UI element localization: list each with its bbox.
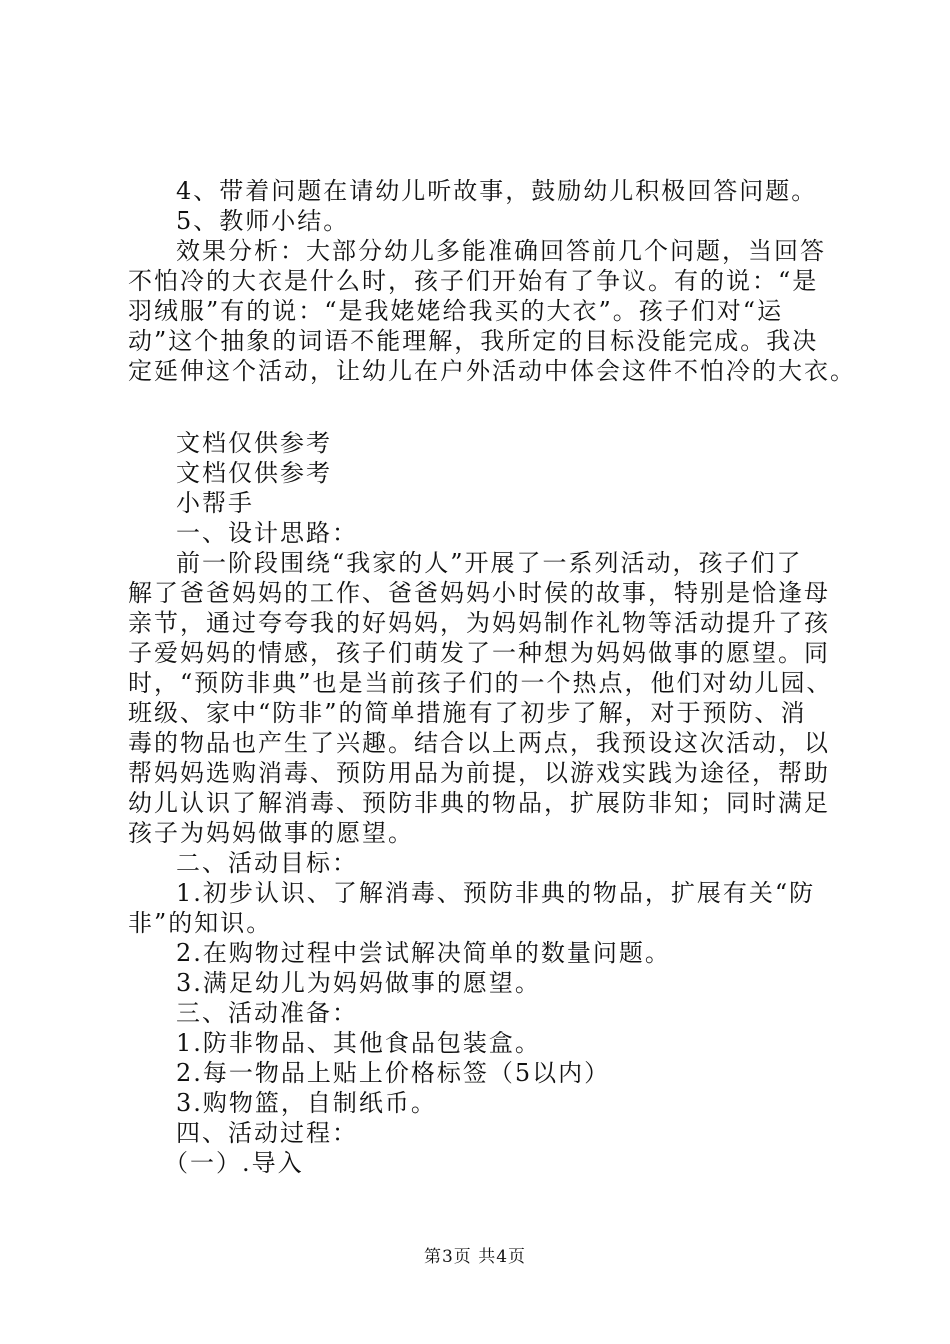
page-footer: 第3页 共4页	[423, 1247, 527, 1267]
paragraph-line: 4、带着问题在请幼儿听故事，鼓励幼儿积极回答问题。	[176, 177, 818, 205]
paragraph-line: 亲节，通过夸夸我的好妈妈，为妈妈制作礼物等活动提升了孩	[128, 609, 830, 637]
paragraph-line: 班级、家中“防非”的简单措施有了初步了解，对于预防、消	[128, 699, 807, 727]
paragraph-line: 效果分析：大部分幼儿多能准确回答前几个问题，当回答	[176, 237, 826, 265]
reference-note: 文档仅供参考	[176, 429, 332, 457]
paragraph-line: 不怕冷的大衣是什么时，孩子们开始有了争议。有的说：“是	[128, 267, 819, 295]
paragraph-line: 孩子为妈妈做事的愿望。	[128, 819, 414, 847]
section-heading: 四、活动过程：	[176, 1119, 358, 1147]
document-body	[128, 176, 856, 1178]
sub-heading: （一）.导入	[164, 1149, 304, 1177]
paragraph-line: 解了爸爸妈妈的工作、爸爸妈妈小时侯的故事，特别是恰逢母	[128, 579, 830, 607]
paragraph-line: 前一阶段围绕“我家的人”开展了一系列活动，孩子们了	[176, 549, 803, 577]
list-item: 1.防非物品、其他食品包装盒。	[176, 1029, 541, 1057]
list-item-continuation: 非”的知识。	[128, 909, 273, 937]
paragraph-line: 毒的物品也产生了兴趣。结合以上两点，我预设这次活动，以	[128, 729, 830, 757]
reference-note: 文档仅供参考	[176, 459, 332, 487]
section-heading: 二、活动目标：	[176, 849, 358, 877]
paragraph-line: 5、教师小结。	[176, 207, 350, 235]
section-heading: 三、活动准备：	[176, 999, 358, 1027]
list-item: 3.购物篮，自制纸币。	[176, 1089, 437, 1117]
paragraph-line: 定延伸这个活动，让幼儿在户外活动中体会这件不怕冷的大衣。	[128, 357, 856, 385]
document-title: 小帮手	[176, 489, 254, 517]
paragraph-line: 子爱妈妈的情感，孩子们萌发了一种想为妈妈做事的愿望。同	[128, 639, 830, 667]
list-item: 3.满足幼儿为妈妈做事的愿望。	[176, 969, 541, 997]
section-gap	[128, 386, 840, 428]
list-item: 1.初步认识、了解消毒、预防非典的物品，扩展有关“防	[176, 879, 816, 907]
paragraph-line: 时，“预防非典”也是当前孩子们的一个热点，他们对幼儿园、	[128, 669, 833, 697]
paragraph-line: 帮妈妈选购消毒、预防用品为前提，以游戏实践为途径，帮助	[128, 759, 830, 787]
paragraph-line: 羽绒服”有的说：“是我姥姥给我买的大衣”。孩子们对“运	[128, 297, 784, 325]
list-item: 2.在购物过程中尝试解决简单的数量问题。	[176, 939, 671, 967]
paragraph-line: 动”这个抽象的词语不能理解，我所定的目标没能完成。我决	[128, 327, 819, 355]
section-heading: 一、设计思路：	[176, 519, 358, 547]
paragraph-line: 幼儿认识了解消毒、预防非典的物品，扩展防非知；同时满足	[128, 789, 830, 817]
list-item: 2.每一物品上贴上价格标签（5以内）	[176, 1059, 611, 1087]
